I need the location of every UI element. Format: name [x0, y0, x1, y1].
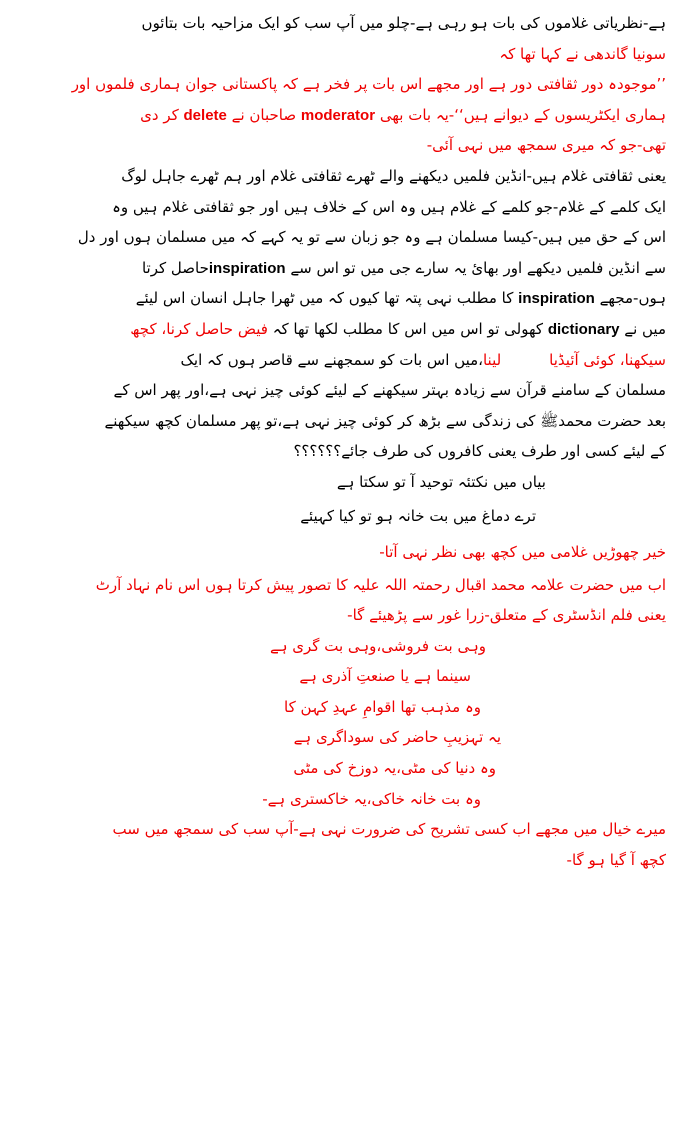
text-line: اس کے حق میں ہیں-کیسا مسلمان ہے وہ جو زبان سے تو یہ کہے کہ میں مسلمان ہوں اور دل [77, 228, 666, 247]
text-line: ایک کلمے کے غلام-جو کلمے کے غلام ہیں وہ اس کے خلاف ہیں اور جو ثقافتی غلام ہیں وہ [112, 197, 666, 216]
text-line [10, 314, 666, 345]
english-term-delete: delete [183, 106, 227, 124]
line-text: میں نے [624, 319, 666, 338]
poem-line: وہ دنیا کی مٹی،یہ دوزخ کی مٹی [293, 759, 496, 778]
english-term-dictionary: dictionary [547, 320, 620, 338]
poem-line: یہ تہزیبِ حاضر کی سوداگری ہے [293, 728, 501, 747]
quote-line [10, 100, 666, 131]
text-line: خیر چھوڑیں غلامی میں کچھ بھی نظر نہی آتا- [379, 542, 666, 561]
couplet-line: بیاں میں نکتئہ توحید آ تو سکتا ہے [336, 472, 546, 491]
text-line: بعد حضرت محمدﷺ کی زندگی سے بڑھ کر کوئی چیز نہی ہے،تو پھر مسلمان کچھ سیکھنے [104, 411, 666, 430]
definition-text: لینا [482, 350, 502, 369]
english-term-moderator: moderator [300, 106, 376, 124]
closing-line: میرے خیال میں مجھے اب کسی تشریح کی ضرورت نہی ہے-آپ سب کی سمجھ میں سب [112, 820, 666, 839]
poem-line: وہ مذہب تھا اقوامِ عہدِ کہن کا [284, 697, 481, 716]
poem-line: وہی بت فروشی،وہی بت گری ہے [269, 636, 486, 655]
text-line: اب میں حضرت علامہ محمد اقبال رحمتہ اللہ علیہ کا تصور پیش کرتا ہوں اس نام نہاد آرٹ [95, 575, 666, 594]
definition-text: فیض حاصل کرنا، کچھ [130, 319, 268, 338]
text-line [10, 253, 666, 284]
line-text: سے انڈین فلمیں دیکھے اور بھائ یہ سارے جی میں تو اس سے [290, 258, 666, 277]
definition-text: سیکھنا، کوئی آئیڈیا [549, 350, 666, 369]
text-line [10, 283, 666, 314]
line-text: ،میں اس بات کو سمجھنے سے قاصر ہوں کہ ایک [180, 350, 483, 369]
quote-line: ’’موجودہ دور ثقافتی دور ہے اور مجھے اس بات پر فخر ہے کہ پاکستانی جوان ہماری فلموں اور [71, 75, 666, 94]
text-line [10, 345, 666, 376]
poem-line: وہ بت خانہ خاکی،یہ خاکستری ہے- [262, 789, 481, 808]
line-text: حاصل کرتا [141, 258, 209, 277]
english-term-inspiration: inspiration [208, 259, 286, 277]
quote-text: صاحبان نے [231, 105, 297, 124]
poem-line: سینما ہے یا صنعتِ آذری ہے [299, 667, 471, 686]
line-text: ہوں-مجھے [599, 289, 666, 308]
text-line: یعنی ثقافتی غلام ہیں-انڈین فلمیں دیکھنے والے ٹھرے ثقافتی غلام اور ہم ٹھرے جاہل لوگ [121, 166, 666, 185]
english-term-inspiration: inspiration [518, 290, 595, 308]
text-line: کے لیئے کسی اور طرف یعنی کافروں کی طرف جائے؟؟؟؟؟؟ [293, 442, 666, 461]
line-text: کا مطلب نہی پتہ تھا کیوں کہ میں ٹھرا جاہل انسان اس لیئے [135, 289, 514, 308]
quote-text: کر دی [140, 105, 179, 124]
closing-line: کچھ آ گیا ہو گا- [566, 850, 666, 869]
quote-line: تھی-جو کہ میری سمجھ میں نہی آئی- [426, 136, 666, 155]
text-line: مسلمان کے سامنے قرآن سے زیادہ بہتر سیکھنے کے لیئے کوئی چیز نہی ہے،اور پھر اس کے [113, 381, 666, 400]
quote-intro-line: سونیا گاندھی نے کہا تھا کہ [499, 44, 666, 63]
text-line: ہے-نظریاتی غلاموں کی بات ہو رہی ہے-چلو میں آپ سب کو ایک مزاحیہ بات بتائوں [141, 14, 666, 32]
couplet-line: ترے دماغ میں بت خانہ ہو تو کیا کہیئے [300, 506, 536, 525]
line-text: کھولی تو اس میں اس کا مطلب لکھا تھا کہ [272, 319, 544, 338]
quote-text: ہماری ایکٹریسوں کے دیوانے ہیں‘‘-یہ بات بھی [379, 105, 666, 124]
text-line: یعنی فلم انڈسٹری کے متعلق-زرا غور سے پڑھیئے گا- [347, 606, 666, 625]
